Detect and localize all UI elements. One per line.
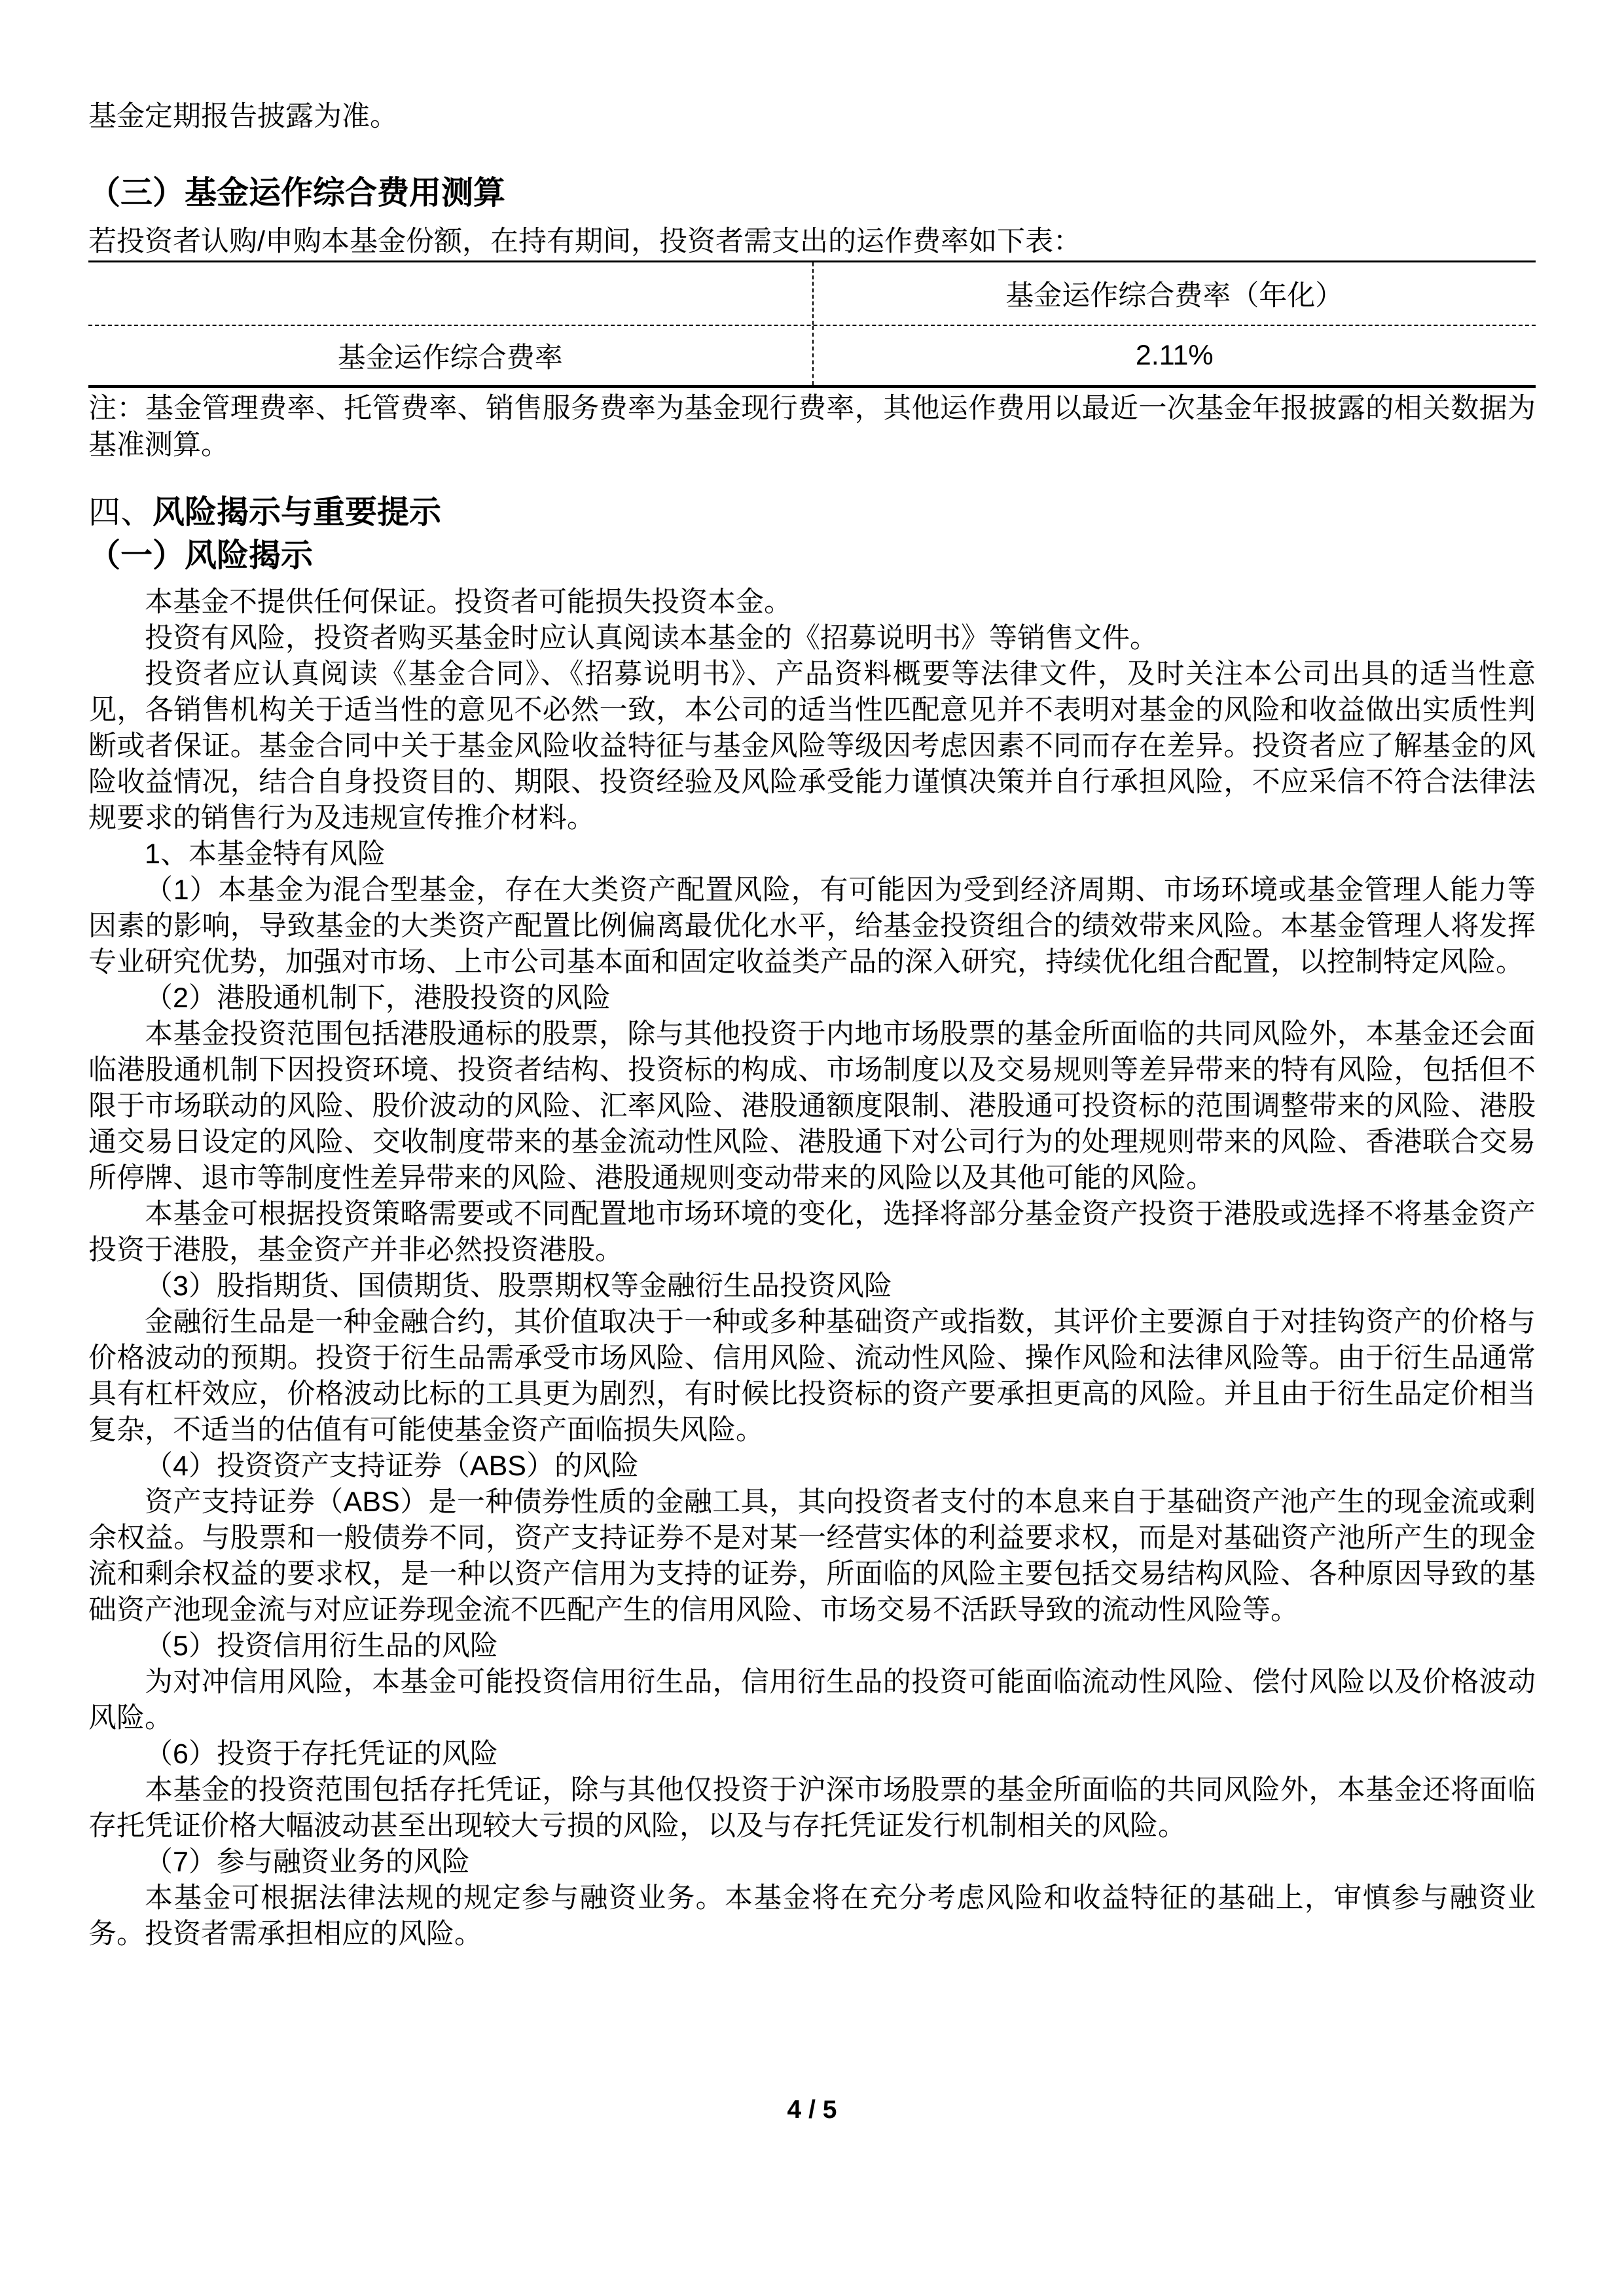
risk-paragraph: （6）投资于存托凭证的风险 [145,1738,498,1770]
risk-paragraph: （1）本基金为混合型基金，存在大类资产配置风险，有可能因为受到经济周期、市场环境或基金管理人能力等因素的影响，导致基金的大类资产配置比例偏离最优化水平，给基金投资组合的绩效带来风险。本基金管理人将发挥专业研究优势，加强对市场、上市公司基本面和固定收益类产品的深入研究，持续优化组合配置，以控制特定风险。 [88,874,1536,978]
risk-disclosure-body [88,584,1536,1952]
fee-section-heading: （三）基金运作综合费用测算 [88,175,506,211]
risk-paragraph: （7）参与融资业务的风险 [145,1846,470,1878]
fee-table-header-empty-cell [88,262,812,325]
risk-paragraph: 投资者应认真阅读《基金合同》、《招募说明书》、产品资料概要等法律文件，及时关注本公司出具的适当性意见，各销售机构关于适当性的意见不必然一致，本公司的适当性匹配意见并不表明对基金的风险和收益做出实质性判断或者保证。基金合同中关于基金风险收益特征与基金风险等级因考虑因素不同而存在差异。投资者应了解基金的风险收益情况，结合自身投资目的、期限、投资经验及风险承受能力谨慎决策并自行承担风险，不应采信不符合法律法规要求的销售行为及违规宣传推介材料。 [88,658,1536,834]
opening-paragraph-continuation: 基金定期报告披露为准。 [88,101,398,132]
risk-paragraph: 金融衍生品是一种金融合约，其价值取决于一种或多种基础资产或指数，其评价主要源自于对挂钩资产的价格与价格波动的预期。投资于衍生品需承受市场风险、信用风险、流动性风险、操作风险和法律风险等。由于衍生品通常具有杠杆效应，价格波动比标的工具更为剧烈，有时候比投资标的资产要承担更高的风险。并且由于衍生品定价相当复杂，不适当的估值有可能使基金资产面临损失风险。 [88,1306,1536,1446]
risk-section-heading [88,492,1536,533]
fee-table-note: 注：基金管理费率、托管费率、销售服务费率为基金现行费率，其他运作费用以最近一次基金年报披露的相关数据为基准测算。 [88,393,1536,461]
fee-table-data-row [88,326,1536,385]
risk-paragraph: 本基金不提供任何保证。投资者可能损失投资本金。 [145,586,792,618]
fee-table [88,260,1536,388]
risk-subsection-heading: （一）风险揭示 [88,538,314,573]
risk-section-heading-title: 风险揭示与重要提示 [153,495,442,530]
fee-table-header-rate-cell: 基金运作综合费率（年化） [812,262,1536,325]
risk-paragraph: （5）投资信用衍生品的风险 [145,1630,498,1662]
fee-table-row-label: 基金运作综合费率 [337,342,563,374]
fee-table-row-value: 2.11% [812,326,1536,385]
risk-paragraph: 投资有风险，投资者购买基金时应认真阅读本基金的《招募说明书》等销售文件。 [145,622,1158,654]
fee-table-header-row [88,262,1536,326]
risk-paragraph: 本基金的投资范围包括存托凭证，除与其他仅投资于沪深市场股票的基金所面临的共同风险外，本基金还将面临存托凭证价格大幅波动甚至出现较大亏损的风险，以及与存托凭证发行机制相关的风险。 [88,1774,1536,1842]
risk-paragraph: 1、本基金特有风险 [145,838,386,870]
page-number: 4 / 5 [787,2096,837,2124]
risk-paragraph: （2）港股通机制下，港股投资的风险 [145,982,611,1014]
risk-section-heading-number: 四、 [88,495,153,530]
risk-paragraph: （3）股指期货、国债期货、股票期权等金融衍生品投资风险 [145,1270,892,1302]
fee-section-intro: 若投资者认购/申购本基金份额，在持有期间，投资者需支出的运作费率如下表： [88,226,1081,257]
risk-paragraph: （4）投资资产支持证券（ABS）的风险 [145,1450,639,1482]
risk-paragraph: 本基金可根据投资策略需要或不同配置地市场环境的变化，选择将部分基金资产投资于港股或选择不将基金资产投资于港股，基金资产并非必然投资港股。 [88,1198,1536,1266]
risk-paragraph: 为对冲信用风险，本基金可能投资信用衍生品，信用衍生品的投资可能面临流动性风险、偿付风险以及价格波动风险。 [88,1666,1536,1734]
risk-paragraph: 本基金可根据法律法规的规定参与融资业务。本基金将在充分考虑风险和收益特征的基础上，审慎参与融资业务。投资者需承担相应的风险。 [88,1882,1536,1950]
risk-paragraph: 资产支持证券（ABS）是一种债券性质的金融工具，其向投资者支付的本息来自于基础资产池产生的现金流或剩余权益。与股票和一般债券不同，资产支持证券不是对某一经营实体的利益要求权，而是对基础资产池所产生的现金流和剩余权益的要求权，是一种以资产信用为支持的证券，所面临的风险主要包括交易结构风险、各种原因导致的基础资产池现金流与对应证券现金流不匹配产生的信用风险、市场交易不活跃导致的流动性风险等。 [88,1486,1536,1626]
risk-paragraph: 本基金投资范围包括港股通标的股票，除与其他投资于内地市场股票的基金所面临的共同风险外，本基金还会面临港股通机制下因投资环境、投资者结构、投资标的构成、市场制度以及交易规则等差异带来的特有风险，包括但不限于市场联动的风险、股价波动的风险、汇率风险、港股通额度限制、港股通可投资标的范围调整带来的风险、港股通交易日设定的风险、交收制度带来的基金流动性风险、港股通下对公司行为的处理规则带来的风险、香港联合交易所停牌、退市等制度性差异带来的风险、港股通规则变动带来的风险以及其他可能的风险。 [88,1018,1536,1194]
